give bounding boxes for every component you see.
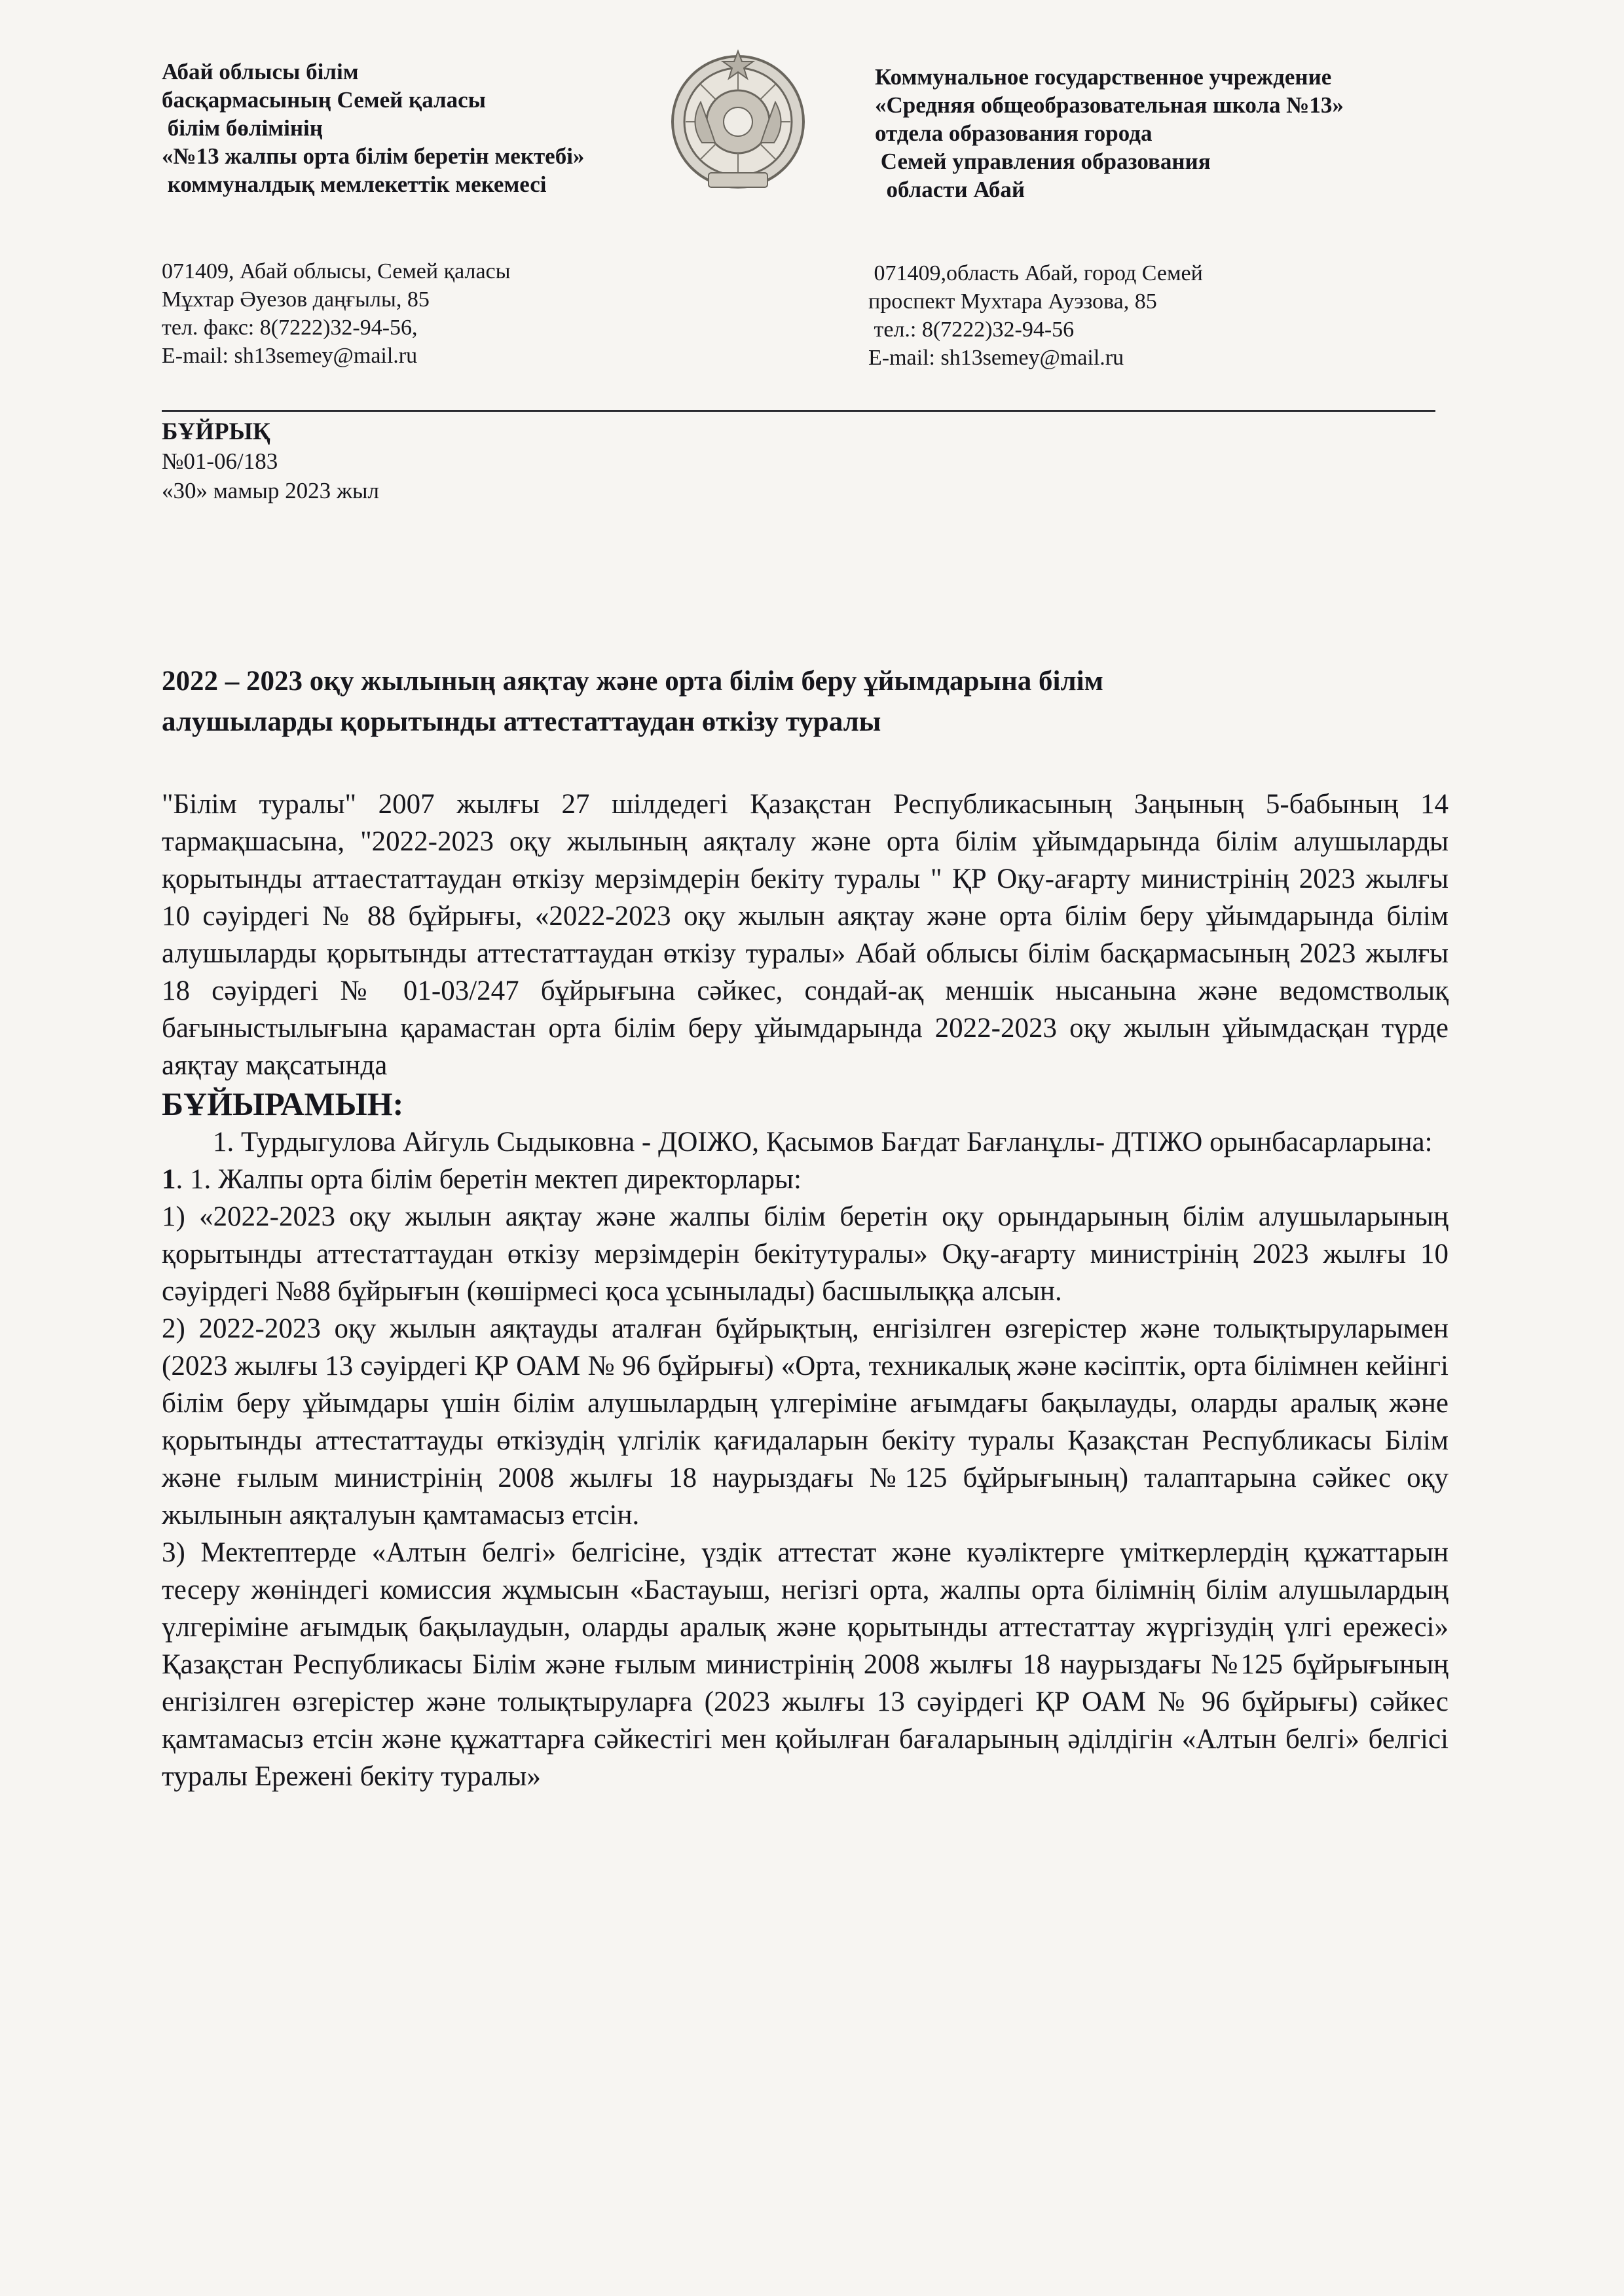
- header-org-kk-line: «№13 жалпы орта білім беретін мектебі»: [162, 143, 585, 169]
- order-number: №01-06/183: [162, 448, 278, 474]
- subitem-2-paragraph: 2) 2022-2023 оқу жылын аяқтауды аталған бұйрықтың, енгізілген өзгерістер және толықтыруларымен (2023 жылғы 13 сәуірдегі ҚР ОАМ № 96 бұйрығы) «Орта, техникалық және кәсіптік, орта білімнен кейінгі білім беру ұйымдары үшін білім алушылардың үлгеріміне ағымдағы бақылауды, оларды аралық және қорытынды аттестаттауды өткізудің үлгілік қағидаларын бекіту туралы Қазақстан Республикасы Білім және ғылым министрінің 2008 жылғы 18 наурыздағы №125 бұйрығының) талаптарына сәйкес оқу жылынын аяқталуын қамтамасыз етсін.: [162, 1313, 1449, 1531]
- document-title: [162, 661, 1445, 742]
- header-org-ru-line: Коммунальное государственное учреждение: [875, 64, 1332, 90]
- subitem-3-paragraph: 3) Мектептерде «Алтын белгі» белгісіне, үздік аттестат және куәліктерге үміткерлердің құжаттарын тесеру жөніндегі комиссия жұмысын «Бастауыш, негізгі орта, жалпы орта білімнің білім алушылардың үлгеріміне ағымдық бақылаудын, оларды аралық және қорытынды аттестаттау жүргізудің үлгі ережесі» Қазақстан Республикасы Білім және ғылым министрінің 2008 жылғы 18 наурыздағы №125 бұйрығының енгізілген өзгерістер және толықтыруларға (2023 жылғы 13 сәуірдегі ҚР ОАМ № 96 бұйрығы) сәйкес қамтамасыз етсін және құжаттарға сәйкестігі мен қойылған бағаларының әділдігін «Алтын белгі» белгісі туралы Ережені бекіту туралы»: [162, 1537, 1449, 1792]
- header-divider: [162, 410, 1435, 412]
- item-1-1-paragraph: [162, 1161, 1449, 1198]
- address-ru-line: 071409,область Абай, город Семей: [868, 261, 1203, 285]
- address-ru-line: проспект Мухтара Ауэзова, 85: [868, 289, 1157, 314]
- item-1-1-text: . 1. Жалпы орта білім беретін мектеп директорлары:: [175, 1164, 802, 1195]
- address-kk-line: тел. факс: 8(7222)32-94-56,: [162, 316, 418, 340]
- address-kk-email: E-mail: sh13semey@mail.ru: [162, 344, 418, 368]
- item-1-paragraph: 1. Турдыгулова Айгуль Сыдыковна - ДОІЖО, Қасымов Бағдат Бағланұлы- ДТІЖО орынбасарларына:: [213, 1127, 1433, 1157]
- address-ru-email: E-mail: sh13semey@mail.ru: [868, 346, 1124, 370]
- header-org-ru: [875, 63, 1464, 204]
- header-org-kk-line: басқармасының Семей қаласы: [162, 87, 487, 113]
- header-org-ru-line: «Средняя общеобразовательная школа №13»: [875, 92, 1344, 118]
- address-kk: [162, 257, 725, 370]
- header-org-kk: [162, 58, 725, 198]
- header-org-ru-line: Семей управления образования: [875, 149, 1211, 174]
- header-org-kk-line: коммуналдық мемлекеттік мекемесі: [162, 172, 547, 197]
- header-org-ru-line: области Абай: [875, 177, 1025, 202]
- header-org-kk-line: білім бөлімінің: [162, 115, 323, 141]
- order-meta: [162, 417, 379, 505]
- address-ru: [868, 259, 1458, 372]
- kazakhstan-state-emblem-icon: [663, 45, 813, 208]
- order-title: БҰЙРЫҚ: [162, 418, 270, 445]
- subitem-1-paragraph: 1) «2022-2023 оқу жылын аяқтау және жалпы білім беретін оқу орындарының білім алушыларының қорытынды аттестаттаудан өткізу мерзімдерін бекітутуралы» Оқу-ағарту министрінің 2023 жылғы 10 сәуірдегі №88 бұйрығын (көшірмесі қоса ұсынылады) басшылыққа алсын.: [162, 1201, 1449, 1307]
- address-kk-line: Мұхтар Әуезов даңғылы, 85: [162, 287, 430, 312]
- decree-heading: БҰЙЫРАМЫН:: [162, 1085, 404, 1122]
- item-1-1-number: 1: [162, 1164, 176, 1195]
- document-title-line: алушыларды қорытынды аттестаттаудан өткізу туралы: [162, 706, 881, 737]
- address-ru-line: тел.: 8(7222)32-94-56: [868, 318, 1075, 342]
- document-body: [162, 786, 1449, 1795]
- header-org-kk-line: Абай облысы білім: [162, 59, 359, 84]
- preamble-paragraph: "Білім туралы" 2007 жылғы 27 шілдедегі Қазақстан Республикасының Заңының 5-бабының 14 тармақшасына, "2022-2023 оқу жылының аяқталу және орта білім ұйымдарында білім алушыларды қорытынды аттаестаттаудан өткізу мерзімдерін бекіту туралы " ҚР Оқу-ағарту министрінің 2023 жылғы 10 сәуірдегі № 88 бұйрығы, «2022-2023 оқу жылын аяқтау және орта білім беру ұйымдарында білім алушыларды қорытынды аттестаттаудан өткізу туралы» Абай облысы білім басқармасының 2023 жылғы 18 сәуірдегі № 01-03/247 бұйрығына сәйкес, сондай-ақ меншік нысанына және ведомстволық бағыныстылығына қарамастан орта білім беру ұйымдарында 2022-2023 оқу жылын ұйымдасқан түрде аяқтау мақсатында: [162, 789, 1449, 1081]
- document-title-line: 2022 – 2023 оқу жылының аяқтау және орта білім беру ұйымдарына білім: [162, 666, 1103, 697]
- address-kk-line: 071409, Абай облысы, Семей қаласы: [162, 259, 511, 283]
- order-date: «30» мамыр 2023 жыл: [162, 478, 380, 503]
- header-org-ru-line: отдела образования города: [875, 120, 1153, 146]
